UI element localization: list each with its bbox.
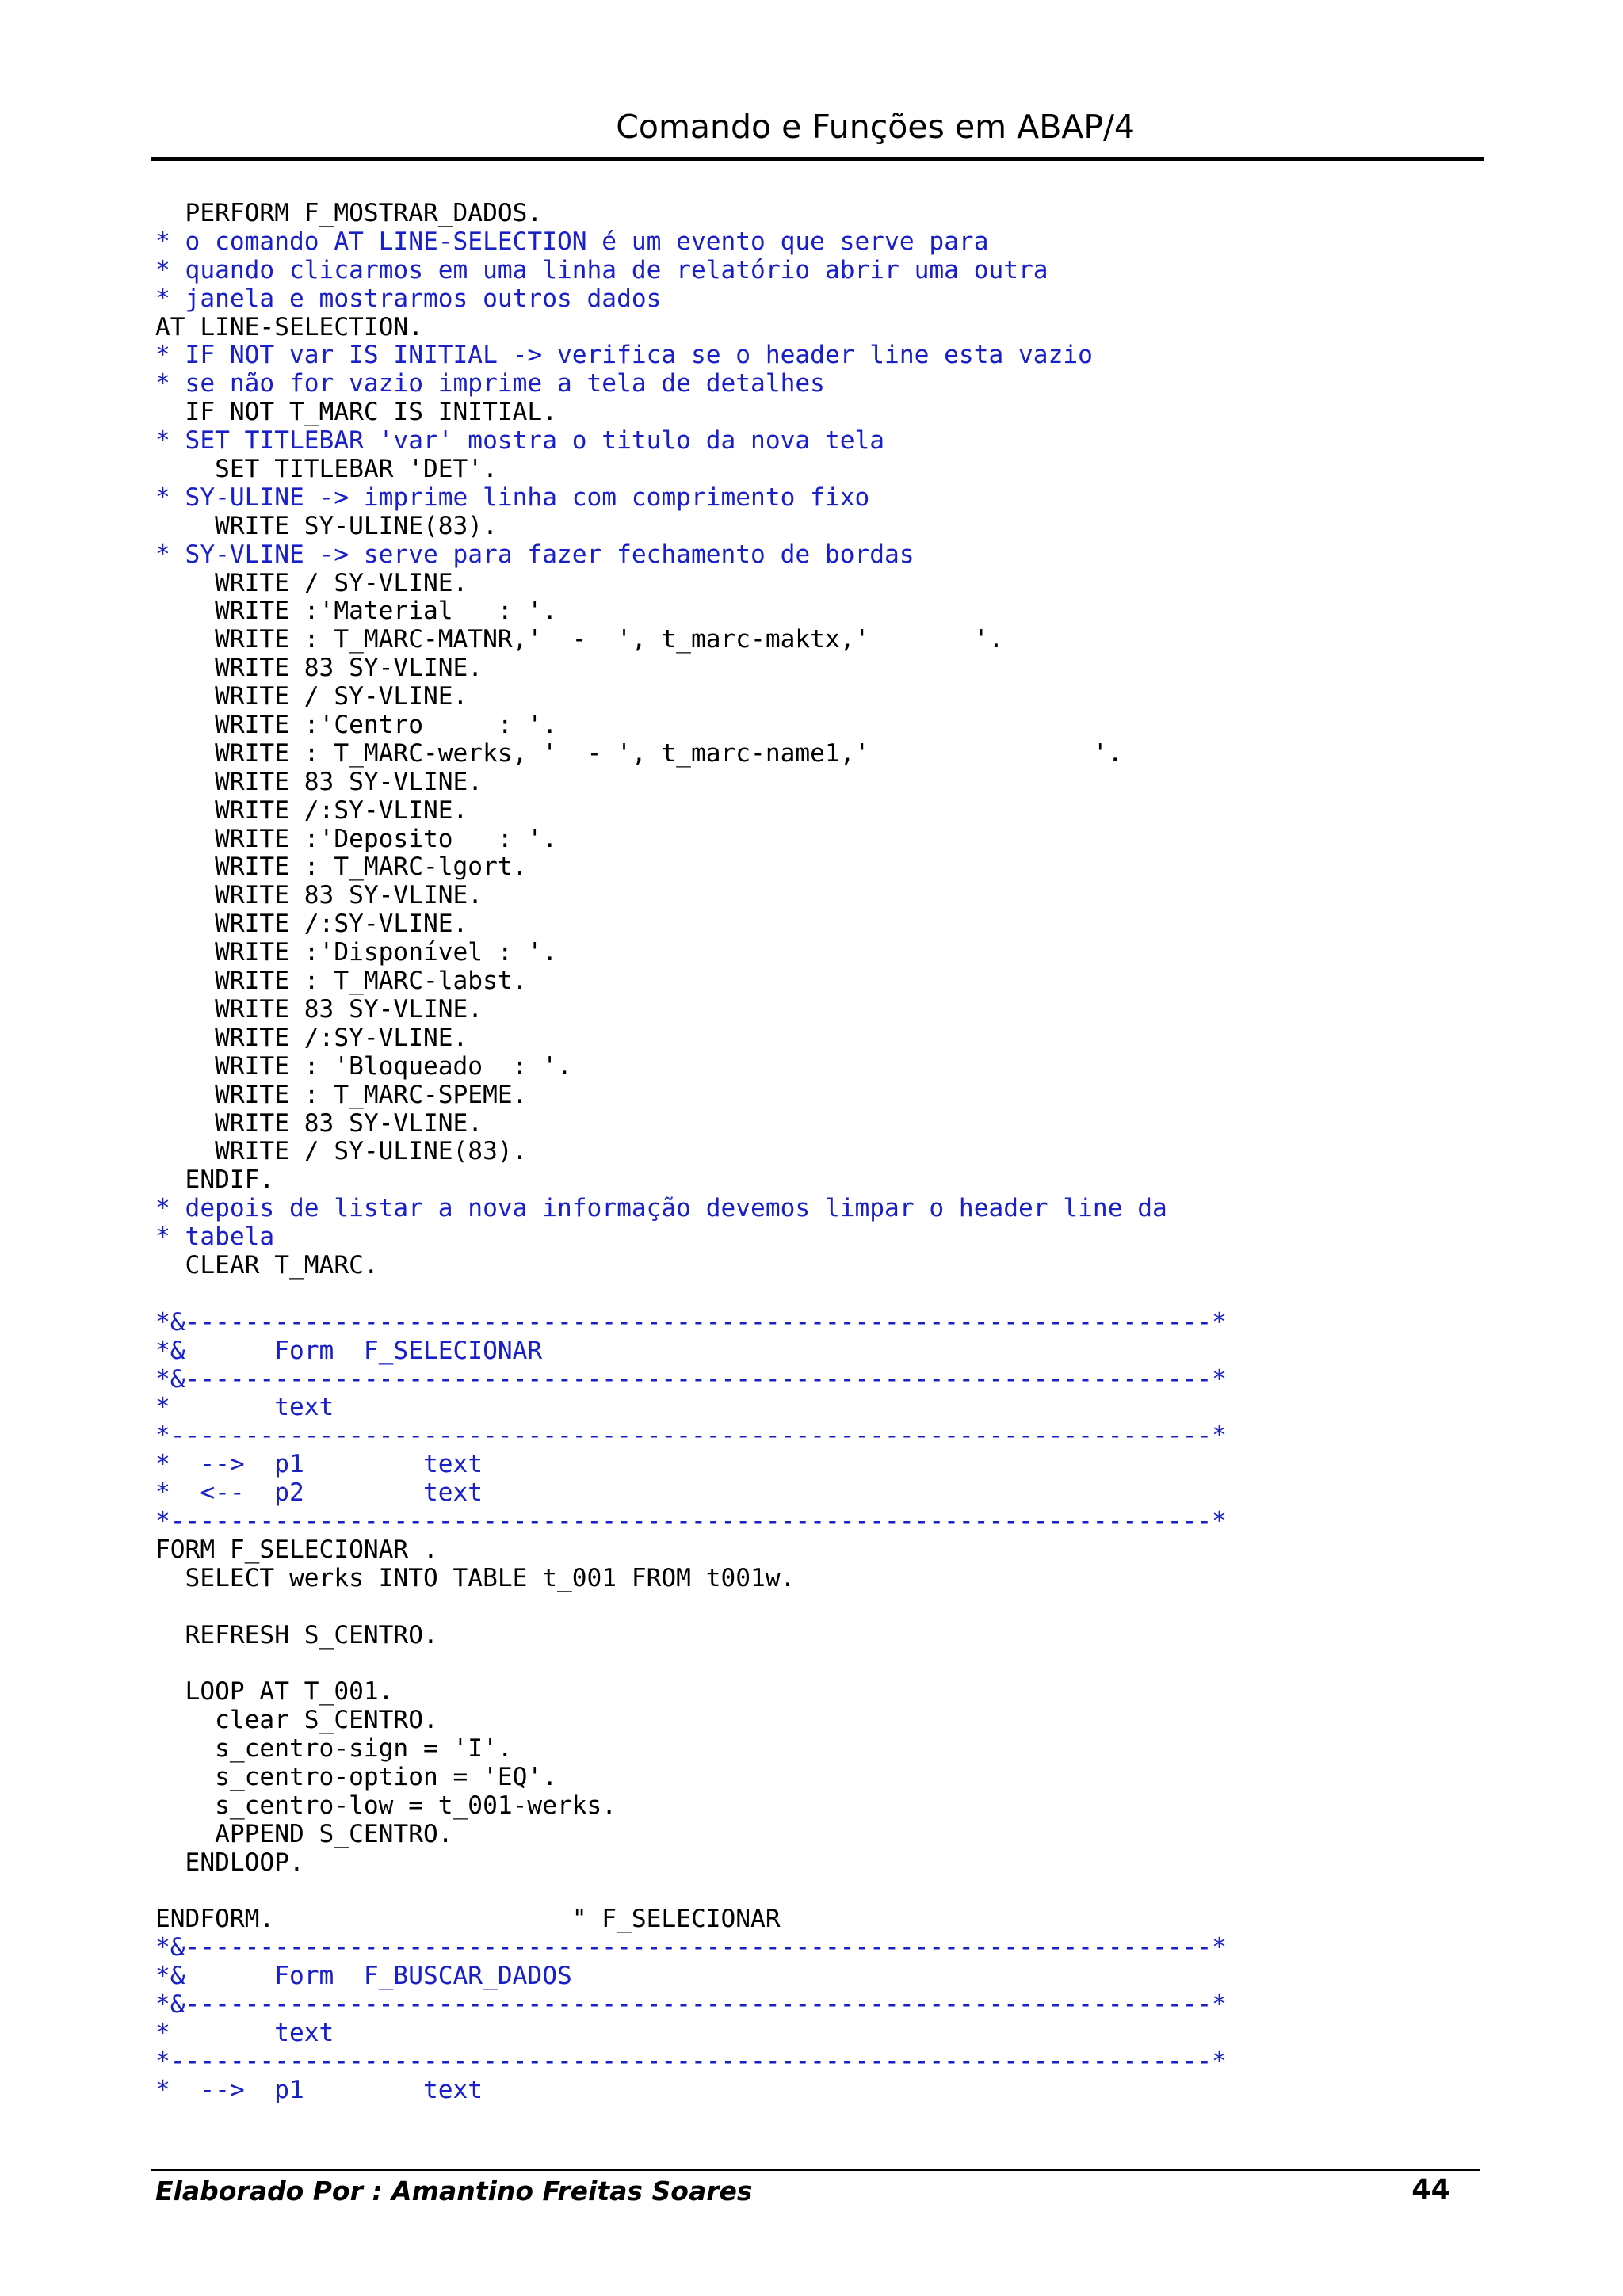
code-comment-line: *&---------------------------------------------------------------------* [155,1364,1227,1394]
code-line: ENDIF. [155,1165,275,1195]
code-comment-line: * o comando AT LINE-SELECTION é um evento que serve para [155,227,989,256]
code-line: WRITE 83 SY-VLINE. [155,1108,483,1138]
code-line: WRITE /:SY-VLINE. [155,795,468,825]
code-line: WRITE : T_MARC-MATNR,' - ', t_marc-maktx,' '. [155,625,1004,654]
code-comment-line: *&---------------------------------------------------------------------* [155,1933,1227,1962]
code-comment-line: * text [155,2019,334,2047]
code-comment-line: * --> p1 text [155,1450,483,1479]
footer-author: Elaborado Por : Amantino Freitas Soares [155,2176,753,2206]
code-line: WRITE / SY-ULINE(83). [155,1137,528,1166]
code-line: WRITE :'Material : '. [155,597,557,626]
code-comment-line: * --> p1 text [155,2075,483,2104]
code-comment-line: * quando clicarmos em uma linha de relatório abrir uma outra [155,255,1048,284]
code-line [155,1878,1471,1906]
code-comment-line: * SY-VLINE -> serve para fazer fechamento de bordas [155,540,915,569]
code-comment-line: * tabela [155,1222,275,1252]
code-line: CLEAR T_MARC. [155,1250,379,1280]
code-line: WRITE SY-ULINE(83). [155,511,498,540]
code-line: REFRESH S_CENTRO. [155,1620,438,1650]
code-line: WRITE /:SY-VLINE. [155,1023,468,1052]
code-line: LOOP AT T_001. [155,1677,394,1707]
code-line: AT LINE-SELECTION. [155,312,423,341]
code-line: s_centro-option = 'EQ'. [155,1762,557,1791]
code-line: WRITE :'Centro : '. [155,711,557,740]
code-line: WRITE :'Deposito : '. [155,824,557,853]
code-line: WRITE : T_MARC-SPEME. [155,1080,528,1109]
code-comment-line: * se não for vazio imprime a tela de detalhes [155,369,825,399]
code-line: SELECT werks INTO TABLE t_001 FROM t001w. [155,1563,796,1592]
code-line: WRITE 83 SY-VLINE. [155,767,483,796]
code-comment-line: *& Form F_SELECIONAR [155,1336,543,1365]
code-comment-line: * SET TITLEBAR 'var' mostra o titulo da nova tela [155,426,885,456]
page-header-title: Comando e Funções em ABAP/4 [616,108,1135,146]
code-line: WRITE :'Disponível : '. [155,938,557,967]
code-comment-line: *----------------------------------------------------------------------* [155,1421,1227,1451]
code-comment-line: * depois de listar a nova informação devemos limpar o header line da [155,1194,1167,1223]
code-line: WRITE : T_MARC-lgort. [155,852,528,882]
code-line: WRITE / SY-VLINE. [155,568,468,597]
code-comment-line: * <-- p2 text [155,1478,483,1508]
code-line: ENDFORM. " F_SELECIONAR [155,1905,781,1934]
code-line: ENDLOOP. [155,1848,304,1877]
code-comment-line: *&---------------------------------------------------------------------* [155,1307,1227,1337]
code-line: APPEND S_CENTRO. [155,1819,453,1848]
code-line: PERFORM F_MOSTRAR_DADOS. [155,199,543,227]
code-line [155,1650,1471,1678]
code-line: WRITE 83 SY-VLINE. [155,994,483,1024]
footer-rule [151,2169,1480,2171]
code-listing [155,200,1471,2105]
header-rule [151,157,1484,161]
code-comment-line: *----------------------------------------------------------------------* [155,2046,1227,2076]
code-line: WRITE / SY-VLINE. [155,682,468,711]
code-line: WRITE 83 SY-VLINE. [155,881,483,910]
code-line: SET TITLEBAR 'DET'. [155,455,498,484]
code-line: WRITE : 'Bloqueado : '. [155,1051,572,1081]
code-comment-line: * IF NOT var IS INITIAL -> verifica se o header line esta vazio [155,341,1093,370]
code-line [155,1593,1471,1622]
code-line: s_centro-sign = 'I'. [155,1734,513,1764]
code-comment-line: *&---------------------------------------------------------------------* [155,1990,1227,2019]
page-number: 44 [1411,2174,1450,2206]
code-comment-line: *----------------------------------------------------------------------* [155,1506,1227,1535]
code-line: clear S_CENTRO. [155,1706,438,1735]
code-comment-line: * janela e mostrarmos outros dados [155,284,662,313]
code-line: FORM F_SELECIONAR . [155,1535,438,1564]
code-line: s_centro-low = t_001-werks. [155,1791,617,1820]
code-line [155,1280,1471,1309]
code-comment-line: *& Form F_BUSCAR_DADOS [155,1962,572,1991]
code-line: WRITE : T_MARC-werks, ' - ', t_marc-name1,' '. [155,738,1123,768]
code-line: WRITE /:SY-VLINE. [155,910,468,939]
code-comment-line: * text [155,1393,334,1422]
code-comment-line: * SY-ULINE -> imprime linha com comprimento fixo [155,482,870,512]
code-line: IF NOT T_MARC IS INITIAL. [155,398,557,427]
code-line: WRITE : T_MARC-labst. [155,967,528,996]
code-line: WRITE 83 SY-VLINE. [155,654,483,683]
